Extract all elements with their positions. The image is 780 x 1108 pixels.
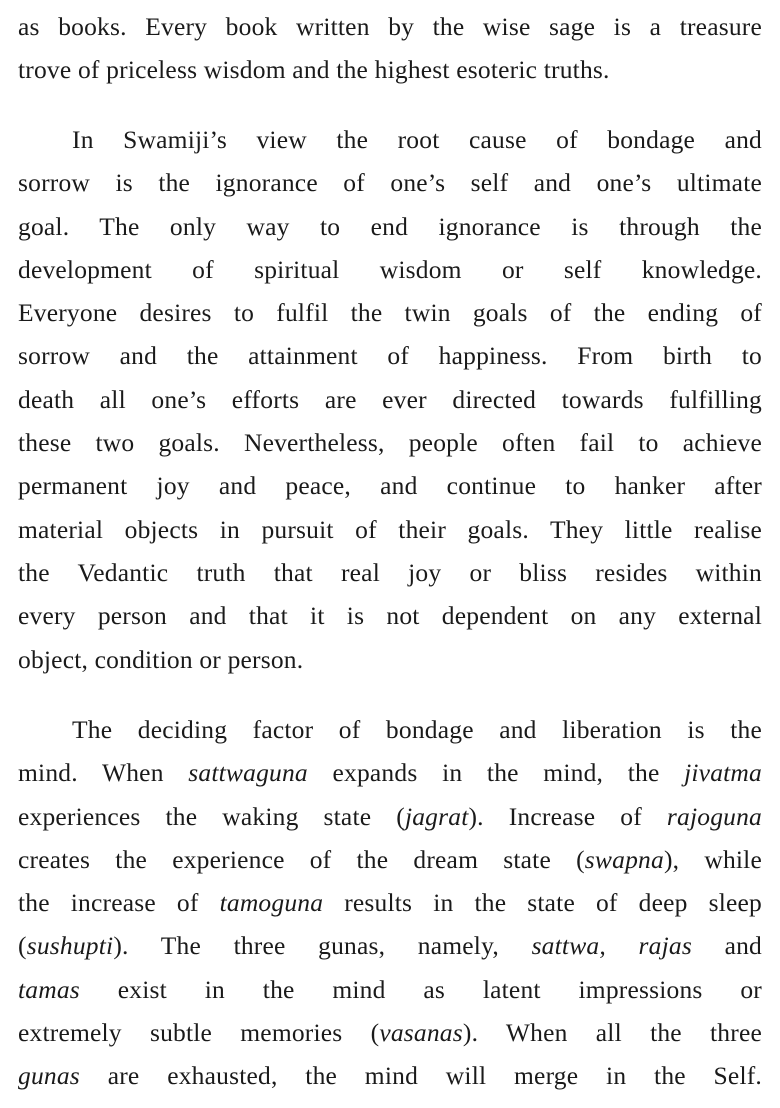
italic-term: jivatma <box>684 758 762 788</box>
text-line <box>18 161 762 204</box>
italic-term: sushupti <box>26 931 114 961</box>
italic-term: gunas <box>18 1061 80 1091</box>
text-line <box>18 508 762 551</box>
text-line <box>18 248 762 291</box>
text-line <box>18 291 762 334</box>
text-span: material objects in pursuit of their goals. They little realise <box>18 514 762 544</box>
italic-term: sattwaguna <box>188 758 308 788</box>
text-line <box>18 48 762 91</box>
text-span: death all one’s efforts are ever directed towards fulfilling <box>18 384 762 414</box>
text-span: as books. Every book written by the wise sage is a treasure <box>18 12 762 41</box>
text-span: ). When all the three <box>462 1018 762 1048</box>
text-span: ). Increase of <box>468 801 667 831</box>
italic-term: swapna <box>584 844 664 874</box>
text-span: ( <box>18 931 27 961</box>
text-span: development of spiritual wisdom or self knowledge. <box>18 254 762 284</box>
text-span: and <box>691 931 762 961</box>
text-line <box>18 638 762 681</box>
text-span: mind. When <box>18 758 189 788</box>
text-line <box>18 838 762 881</box>
text-span: results in the state of deep sleep <box>323 888 762 918</box>
text-span: sorrow and the attainment of happiness. From birth to <box>18 341 762 371</box>
text-span: ). The three gunas, namely, <box>113 931 532 961</box>
text-line <box>18 334 762 377</box>
text-span: the increase of <box>18 888 220 918</box>
italic-term: tamoguna <box>219 888 324 918</box>
text-line <box>18 795 762 838</box>
text-line <box>18 5 762 48</box>
text-span: expands in the mind, the <box>307 758 685 788</box>
italic-term: rajoguna <box>666 801 762 831</box>
text-span: every person and that it is not dependent on any external <box>18 601 762 631</box>
text-line <box>18 751 762 794</box>
text-line <box>18 118 762 161</box>
text-span: The deciding factor of bondage and liberation is the <box>72 715 762 744</box>
text-line <box>18 1011 762 1054</box>
text-span: are exhausted, the mind will merge in the Self. <box>79 1061 762 1091</box>
paragraph-3 <box>18 708 762 1098</box>
italic-term: tamas <box>18 974 80 1004</box>
text-span: sorrow is the ignorance of one’s self and one’s ultimate <box>18 168 762 198</box>
text-line <box>18 551 762 594</box>
text-line <box>18 464 762 507</box>
text-span: the Vedantic truth that real joy or bliss resides within <box>18 557 762 587</box>
text-span: trove of priceless wisdom and the highest esoteric truths. <box>18 55 610 85</box>
text-span: In Swamiji’s view the root cause of bondage and <box>72 125 762 154</box>
text-span: goal. The only way to end ignorance is through the <box>18 211 762 241</box>
italic-term: vasanas <box>379 1018 463 1048</box>
text-line <box>18 708 762 751</box>
text-span: ), while <box>663 844 762 874</box>
text-line <box>18 594 762 637</box>
text-span: extremely subtle memories ( <box>18 1018 380 1048</box>
italic-term: sattwa, rajas <box>531 931 692 961</box>
italic-term: jagrat <box>404 801 469 831</box>
text-span: Everyone desires to fulfil the twin goals of the ending of <box>18 298 762 328</box>
text-line <box>18 378 762 421</box>
text-line <box>18 881 762 924</box>
paragraph-1 <box>18 5 762 92</box>
text-line <box>18 1054 762 1097</box>
text-line <box>18 421 762 464</box>
text-line <box>18 968 762 1011</box>
text-span: permanent joy and peace, and continue to hanker after <box>18 471 762 501</box>
text-line <box>18 924 762 967</box>
text-span: exist in the mind as latent impressions or <box>79 974 762 1004</box>
paragraph-2 <box>18 118 762 681</box>
text-span: experiences the waking state ( <box>18 801 405 831</box>
text-line <box>18 205 762 248</box>
text-span: creates the experience of the dream state ( <box>18 844 585 874</box>
text-span: these two goals. Nevertheless, people often fail to achieve <box>18 428 762 458</box>
text-span: object, condition or person. <box>18 644 304 674</box>
